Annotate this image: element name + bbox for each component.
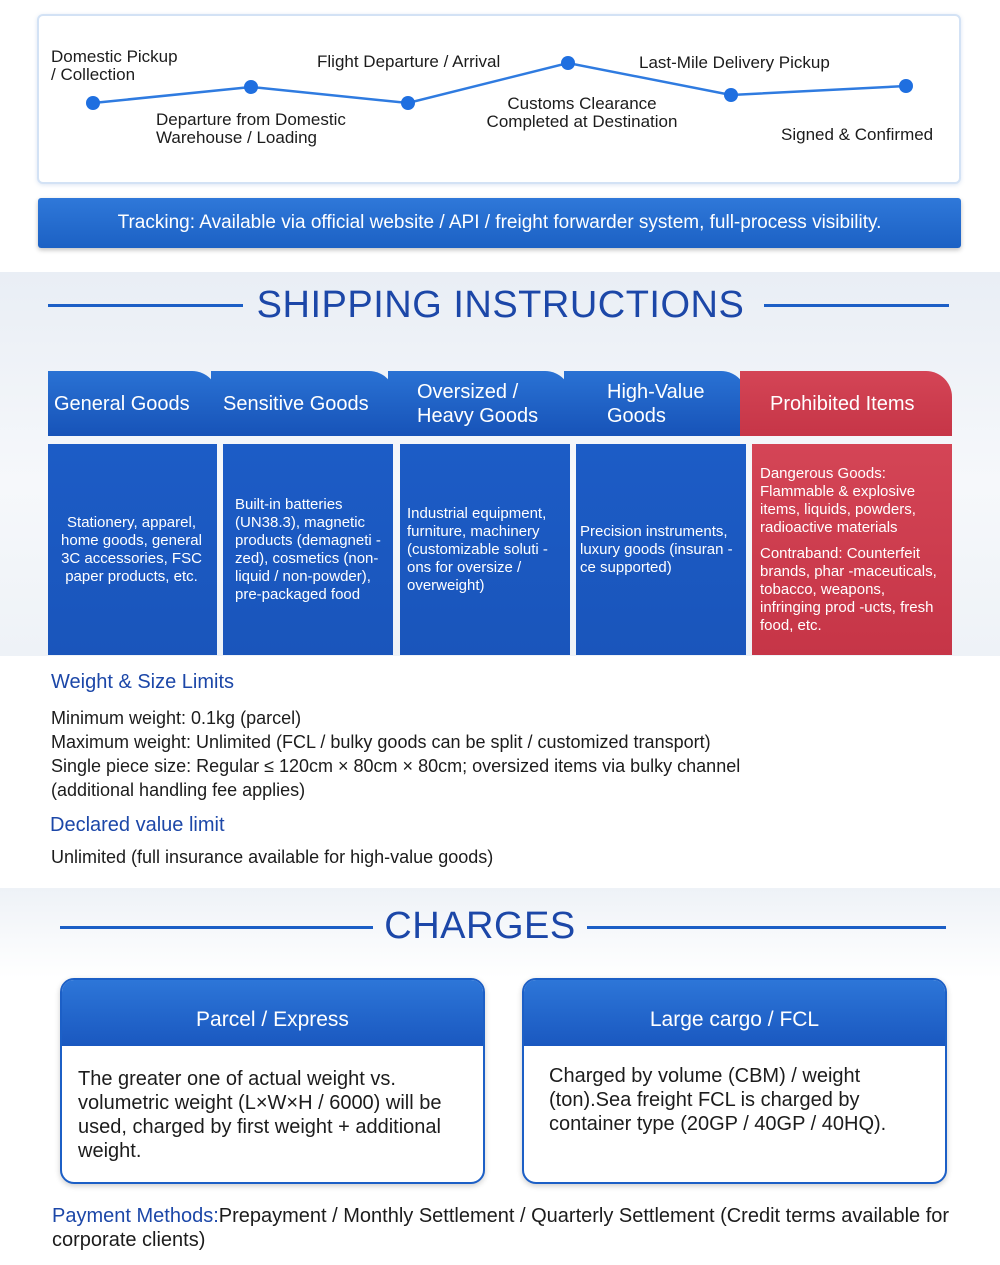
column-general-goods bbox=[48, 444, 217, 655]
large-cargo-description: Charged by volume (CBM) / weight (ton).Sea freight FCL is charged by container type (20GP / 40GP / 40HQ). bbox=[549, 1065, 887, 1135]
timeline-step-pickup: Domestic Pickup / Collection bbox=[51, 47, 178, 84]
min-weight-text: Minimum weight: 0.1kg (parcel) bbox=[51, 708, 302, 728]
tab-label: Sensitive Goods bbox=[223, 392, 369, 415]
large-cargo-card bbox=[522, 978, 947, 1184]
shipping-title: SHIPPING INSTRUCTIONS bbox=[256, 284, 745, 326]
timeline-node-pickup bbox=[86, 96, 100, 110]
column-text: Precision instruments, luxury goods (insuran -ce supported) bbox=[580, 522, 733, 576]
timeline-step-signed: Signed & Confirmed bbox=[781, 125, 934, 144]
title-rule-right bbox=[764, 304, 949, 307]
tab-general-goods bbox=[48, 371, 218, 436]
parcel-express-description: The greater one of actual weight vs. volumetric weight (L×W×H / 6000) will be used, charged by first weight + additional weight. bbox=[78, 1068, 442, 1162]
timeline-node-flight bbox=[401, 96, 415, 110]
tab-label: High-Value Goods bbox=[607, 380, 705, 427]
title-rule-left bbox=[48, 304, 243, 307]
declared-value-text: Unlimited (full insurance available for high-value goods) bbox=[51, 847, 494, 867]
charges-title: CHARGES bbox=[384, 905, 576, 947]
tab-oversized-goods bbox=[388, 371, 571, 436]
tab-label: Oversized / Heavy Goods bbox=[417, 380, 539, 427]
large-cargo-title: Large cargo / FCL bbox=[649, 1008, 820, 1031]
declared-value-heading: Declared value limit bbox=[50, 814, 225, 836]
title-rule-left bbox=[60, 926, 373, 929]
tracking-banner: Tracking: Available via official website / API / freight forwarder system, full-process visibility. bbox=[38, 198, 961, 248]
tab-prohibited-items bbox=[740, 371, 952, 436]
large-cargo-header bbox=[524, 980, 945, 1046]
timeline-node-last-mile bbox=[724, 88, 738, 102]
timeline-step-last-mile: Last-Mile Delivery Pickup bbox=[639, 53, 830, 72]
tab-sensitive-goods bbox=[211, 371, 395, 436]
weight-size-heading: Weight & Size Limits bbox=[51, 671, 235, 693]
tab-label: General Goods bbox=[54, 392, 190, 415]
timeline-step-departure: Departure from Domestic Warehouse / Loading bbox=[156, 110, 346, 147]
contraband-text: Contraband: Counterfeit brands, phar -maceuticals, tobacco, weapons, infringing prod -ucts, fresh food, etc. bbox=[760, 544, 937, 634]
column-text: Built-in batteries (UN38.3), magnetic products (demagneti -zed), cosmetics (non-liquid / non-powder), pre-packaged food bbox=[235, 495, 381, 603]
timeline-step-flight: Flight Departure / Arrival bbox=[317, 52, 501, 71]
payment-methods bbox=[52, 1204, 952, 1252]
piece-size-note: (additional handling fee applies) bbox=[51, 780, 306, 800]
timeline-step-customs: Customs Clearance Completed at Destination bbox=[486, 94, 678, 131]
column-text: Industrial equipment, furniture, machinery (customizable soluti -ons for oversize / overweight) bbox=[407, 504, 548, 594]
parcel-express-title: Parcel / Express bbox=[196, 1008, 349, 1031]
column-high-value-goods bbox=[576, 444, 746, 655]
payment-methods-label: Payment Methods: bbox=[52, 1205, 219, 1227]
dangerous-goods-text: Dangerous Goods: Flammable & explosive items, liquids, powders, radioactive materials bbox=[760, 464, 916, 536]
column-oversized-goods bbox=[400, 444, 570, 655]
timeline-node-departure bbox=[244, 80, 258, 94]
timeline-node-customs bbox=[561, 56, 575, 70]
parcel-express-card bbox=[60, 978, 485, 1184]
payment-methods-text: Prepayment / Monthly Settlement / Quarterly Settlement (Credit terms available for corporate clients) bbox=[52, 1205, 950, 1251]
column-sensitive-goods bbox=[223, 444, 393, 655]
title-rule-right bbox=[587, 926, 946, 929]
column-text bbox=[752, 465, 952, 635]
timeline-node-signed bbox=[899, 79, 913, 93]
column-text: Stationery, apparel, home goods, general 3C accessories, FSC paper products, etc. bbox=[61, 513, 202, 585]
piece-size-text: Single piece size: Regular ≤ 120cm × 80cm × 80cm; oversized items via bulky channel bbox=[51, 756, 741, 776]
tab-label: Prohibited Items bbox=[770, 392, 915, 415]
column-prohibited-items bbox=[752, 444, 952, 655]
max-weight-text: Maximum weight: Unlimited (FCL / bulky goods can be split / customized transport) bbox=[51, 732, 711, 752]
tab-high-value-goods bbox=[564, 371, 747, 436]
parcel-express-header bbox=[62, 980, 483, 1046]
